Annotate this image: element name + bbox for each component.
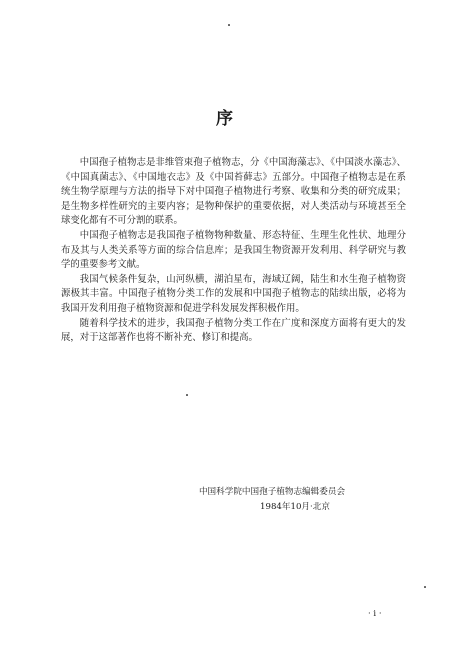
page-title: 序 <box>216 109 234 129</box>
signature-organization: 中国科学院中国孢子植物志编辑委员会 <box>198 487 346 497</box>
paragraph-3: 我国气候条件复杂，山河纵横，湖泊星布，海域辽阔，陆生和水生孢子植物资源极其丰富。中国孢子植物分类工作的发展和中国孢子植物志的陆续出版，必将为我国开发利用孢子植物资源和促进学科发展发挥积极作用。 <box>61 273 406 314</box>
paragraph-2: 中国孢子植物志是我国孢子植物物种数量、形态特征、生理生化性状、地理分布及其与人类关系等方面的综合信息库；是我国生物资源开发利用、科学研究与教学的重要参考文献。 <box>61 229 406 271</box>
paragraph-4: 随着科学技术的进步，我国孢子植物分类工作在广度和深度方面将有更大的发展，对于这部著作也将不断补充、修订和提高。 <box>61 317 406 344</box>
preface-body <box>61 156 406 346</box>
scan-speck <box>228 24 230 26</box>
scan-speck <box>186 394 188 396</box>
paragraph-1: 中国孢子植物志是非维管束孢子植物志，分《中国海藻志》、《中国淡水藻志》、《中国真菌志》、《中国地衣志》及《中国苔藓志》五部分。中国孢子植物志是在系统生物学原理与方法的指导下对中国孢子植物进行考察、收集和分类的研究成果；是生物多样性研究的主要内容；是物种保护的重要依据，对人类活动与环境甚至全球变化都有不可分割的联系。 <box>61 157 406 227</box>
scan-speck <box>424 586 426 588</box>
page-number: · i · <box>368 609 382 619</box>
signature-date: 1984年10月·北京 <box>260 502 330 512</box>
